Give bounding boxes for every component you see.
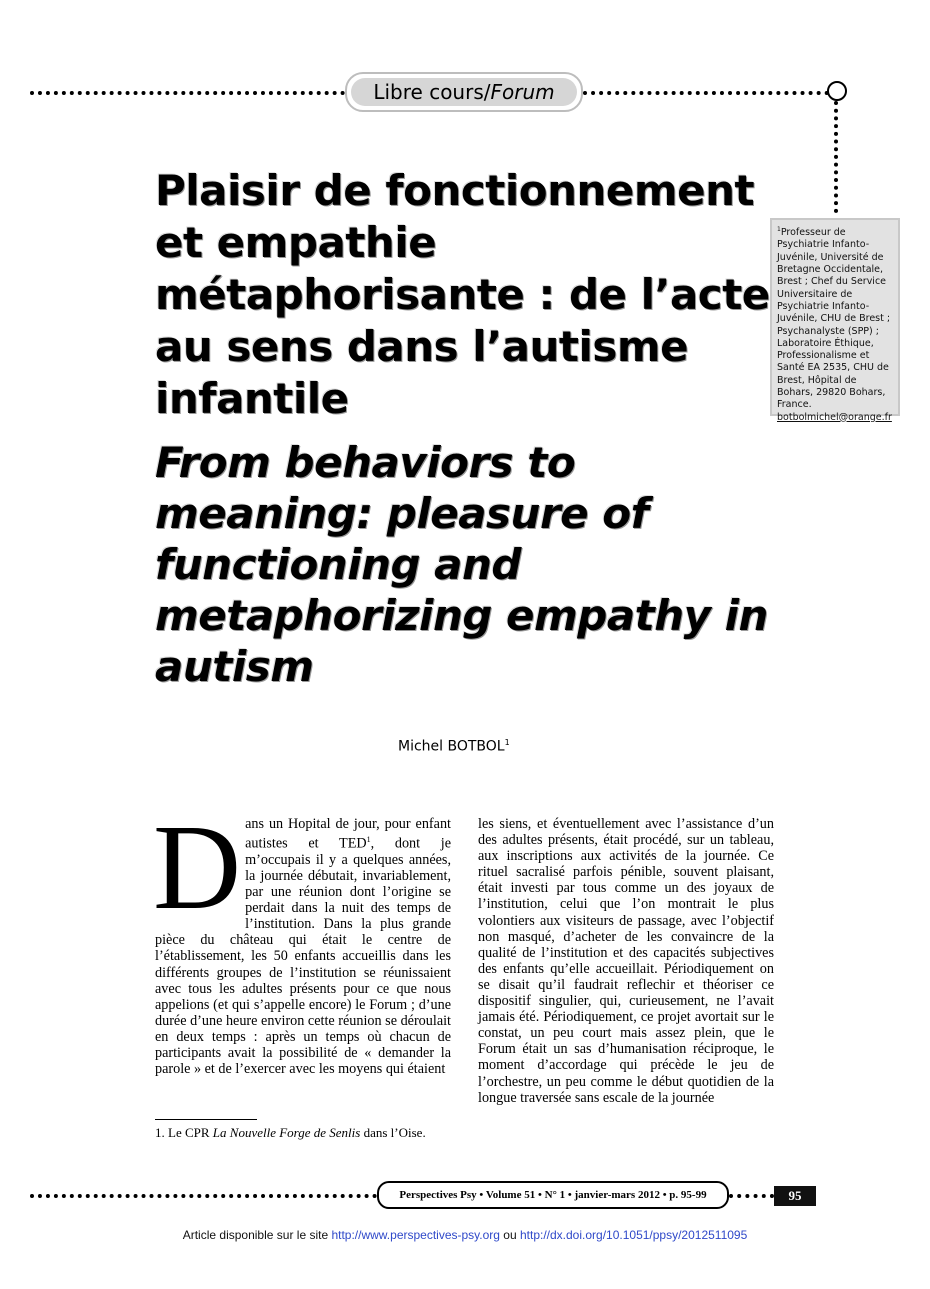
body-text: ans un Hopital de jour, pour enfant autistes et TED xyxy=(245,816,451,852)
footnote-text: 1. Le CPR xyxy=(155,1125,213,1140)
body-text: , dont je m’occupais il y a quelques années, la journée débutait, invariablement, par une réunion dont l’origine se perdait dans la nuit des temps de l’institution. Dans la plus grande pièce du château qui était le centre de l’établissement, les 50 enfants accueillis dans les différents groupes de l’institution se réunissaient avec tous les adultes présents pour ce que nous appelions (et qui s’appelle encore) le Forum ; d’une durée d’une heure environ cette réunion se déroulait en deux temps : après un temps où chacun de participants avait la possibilité de « demander la parole » et de l’exercer avec les moyens qui étaient xyxy=(155,835,451,1078)
footnote-text: dans l’Oise. xyxy=(360,1125,426,1140)
body-paragraph: les siens, et éventuellement avec l’assistance d’un des adultes présents, était procédé, sur un tableau, aux inscriptions aux activités de la journée. Ce rituel sacralisé parfois pénible, souvent plaisant, était investi par tous comme un des joyaux de l’institution, celui que l’on montrait le plus volontiers aux visiteurs de passage, avec l’objectif non masqué, d’acheter de les convaincre de la qualité de l’institution et des capacités subjectives des enfants qu’elle accueillait. Périodiquement on se disait qu’il faudrait reflechir et théoriser ce dispositif singulier, qui, curieusement, ne l’avait jamais été. Périodiquement, ce projet avortait sur le constat, un peu court mais assez plein, que le Forum était un sas d’humanisation réciproque, le moment d’accordage qui précède le jeu de l’orchestre, un peu comme le début quotidien de la longue traversée sans escale de la journée xyxy=(478,816,774,1106)
affiliation-marker: 1 xyxy=(777,226,781,233)
circle-ornament-icon xyxy=(827,81,847,101)
author-line xyxy=(398,738,510,755)
header-dotted-rule-left xyxy=(30,91,345,95)
affiliation-text: Professeur de Psychiatrie Infanto-Juvénile, Université de Bretagne Occidentale, Brest ; Chef du Service Universitaire de Psychiatrie Infanto-Juvénile, CHU de Brest ; Psychanalyste (SPP) ; Laboratoire Éthique, Professionalisme et Santé EA 2535, CHU de Brest, Hôpital de Bohars, 29820 Bohars, France. xyxy=(777,227,891,411)
page-number: 95 xyxy=(774,1186,816,1206)
body-column-left xyxy=(153,800,451,1078)
availability-text: Article disponible sur le site xyxy=(182,1228,332,1242)
article-title-en: From behaviors to meaning: pleasure of functioning and metaphorizing empathy in autism xyxy=(155,438,768,691)
header-dotted-rule-right xyxy=(583,91,829,95)
footnote-rule xyxy=(155,1119,257,1120)
header-dotted-rule-vertical xyxy=(834,101,838,213)
footnote-marker: 1 xyxy=(366,835,371,845)
section-rubric xyxy=(345,72,583,112)
body-column-right xyxy=(478,816,774,1106)
dropcap: D xyxy=(153,800,242,935)
site-link[interactable]: http://www.perspectives-psy.org xyxy=(331,1228,500,1242)
author-name: Michel BOTBOL xyxy=(398,738,505,755)
rubric-label: Libre cours/ xyxy=(373,80,491,104)
author-marker: 1 xyxy=(504,738,510,747)
journal-citation: Perspectives Psy • Volume 51 • N° 1 • janvier-mars 2012 • p. 95-99 xyxy=(377,1181,729,1209)
article-title-fr: Plaisir de fonctionnement et empathie métaphorisante : de l’acte au sens dans l’autisme infantile xyxy=(155,166,770,423)
footnote xyxy=(155,1125,426,1141)
doi-link[interactable]: http://dx.doi.org/10.1051/ppsy/2012511095 xyxy=(519,1228,748,1242)
body-paragraph xyxy=(153,800,451,1078)
footer-dotted-rule-right xyxy=(729,1194,774,1198)
rubric-label-italic: Forum xyxy=(490,80,555,104)
availability-line xyxy=(0,1228,930,1242)
footnote-title: La Nouvelle Forge de Senlis xyxy=(212,1125,361,1140)
author-email-link[interactable]: botbolmichel@orange.fr xyxy=(777,411,892,423)
availability-text: ou xyxy=(499,1228,520,1242)
affiliation-box xyxy=(770,218,900,423)
footer-dotted-rule-left xyxy=(30,1194,377,1198)
